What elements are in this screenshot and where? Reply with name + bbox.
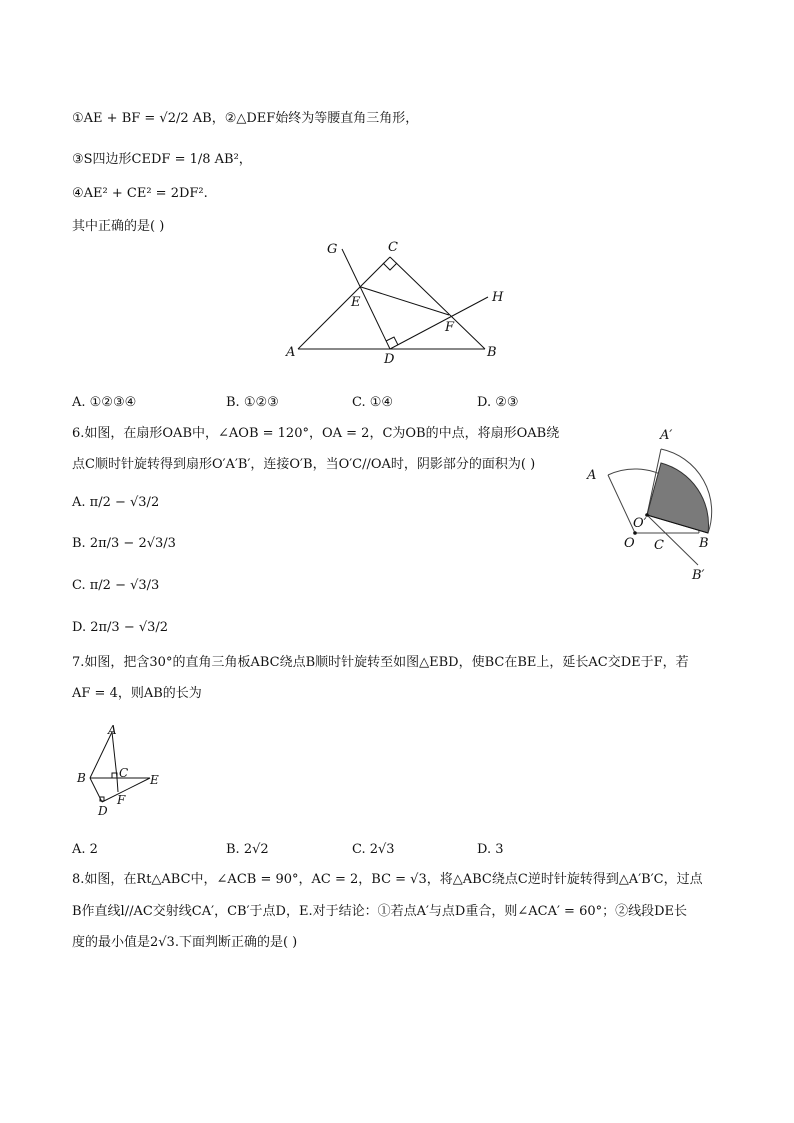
q6-option-c[interactable]: C. π/2 − √3/3 bbox=[72, 578, 160, 593]
q6-option-a[interactable]: A. π/2 − √3/2 bbox=[72, 495, 160, 510]
q6-label-o1: O′ bbox=[633, 516, 647, 531]
q5-label-c: C bbox=[388, 240, 398, 255]
q7-segment-de bbox=[102, 778, 150, 802]
q7-line-1: 7.如图，把含30°的直角三角板ABC绕点B顺时针旋转至如图△EBD，使BC在BE上，延长AC交DE于F，若 bbox=[72, 655, 689, 670]
q8-line-2: B作直线l//AC交射线CA′，CB′于点D，E.对于结论：①若点A′与点D重合，则∠ACA′ = 60°；②线段DE长 bbox=[72, 904, 688, 919]
q5-statement-1 bbox=[72, 110, 418, 128]
q6-radius-oa bbox=[608, 475, 635, 533]
q5-label-d: D bbox=[384, 352, 395, 367]
q7-label-b: B bbox=[77, 771, 86, 785]
q6-label-b: B bbox=[699, 536, 709, 551]
q7-label-c: C bbox=[119, 766, 129, 780]
q6-figure bbox=[580, 425, 730, 585]
q7-option-d[interactable]: D. 3 bbox=[477, 842, 504, 857]
q5-label-f: F bbox=[445, 320, 455, 335]
q5-label-h: H bbox=[492, 290, 504, 305]
q5-option-b[interactable]: B. ①②③ bbox=[226, 395, 279, 410]
q5-segment-cb bbox=[390, 257, 485, 349]
q5-prompt bbox=[72, 218, 164, 236]
q5-label-a: A bbox=[286, 345, 296, 360]
q6-point-o bbox=[633, 531, 637, 535]
q6-label-o: O bbox=[624, 536, 635, 551]
q7-option-c[interactable]: C. 2√3 bbox=[352, 842, 395, 857]
q7-figure bbox=[72, 720, 172, 825]
q5-label-g: G bbox=[327, 242, 338, 257]
q5-statement-4 bbox=[72, 185, 208, 203]
q7-label-a: A bbox=[108, 723, 117, 737]
q5-segment-ac bbox=[298, 257, 390, 349]
q6-label-a1: A′ bbox=[660, 428, 673, 443]
q6-option-d[interactable]: D. 2π/3 − √3/2 bbox=[72, 620, 169, 635]
q6-label-b1: B′ bbox=[692, 568, 705, 583]
q6-label-a: A bbox=[587, 468, 597, 483]
q6-line-2: 点C顺时针旋转得到扇形O′A′B′，连接O′B，当O′C//OA时，阴影部分的面积为( ) bbox=[72, 457, 536, 472]
q5-option-c[interactable]: C. ①④ bbox=[352, 395, 394, 410]
q5-option-d[interactable]: D. ②③ bbox=[477, 395, 519, 410]
q7-label-f: F bbox=[117, 793, 126, 807]
q7-label-d: D bbox=[98, 804, 108, 818]
q7-option-a[interactable]: A. 2 bbox=[72, 842, 98, 857]
q7-segment-ab bbox=[90, 732, 112, 778]
q8-line-1: 8.如图，在Rt△ABC中，∠ACB = 90°，AC = 2，BC = √3，将△ABC绕点C逆时针旋转得到△A′B′C，过点 bbox=[72, 872, 703, 887]
q6-option-b[interactable]: B. 2π/3 − 2√3/3 bbox=[72, 536, 176, 551]
q5-figure bbox=[280, 235, 520, 370]
q5-statement-3 bbox=[72, 151, 252, 169]
q5-prompt-text: 其中正确的是( ) bbox=[72, 219, 165, 234]
q5-label-b: B bbox=[487, 345, 497, 360]
q6-label-c: C bbox=[654, 538, 664, 553]
q5-option-a[interactable]: A. ①②③④ bbox=[72, 395, 137, 410]
q7-option-b[interactable]: B. 2√2 bbox=[226, 842, 269, 857]
q7-line-2: AF = 4，则AB的长为 bbox=[72, 686, 202, 701]
q5-label-e: E bbox=[351, 295, 361, 310]
q5-statement-3-text: ③S四边形CEDF = 1/8 AB²， bbox=[72, 152, 252, 167]
q8-line-3: 度的最小值是2√3.下面判断正确的是( ) bbox=[72, 935, 298, 950]
q7-segment-cf bbox=[117, 778, 118, 792]
q5-statement-1-text: ①AE + BF = √2/2 AB，②△DEF始终为等腰直角三角形， bbox=[72, 111, 419, 126]
q7-label-e: E bbox=[150, 773, 159, 787]
q5-right-angle-c bbox=[383, 263, 397, 270]
q6-line-1: 6.如图，在扇形OAB中，∠AOB = 120°，OA = 2，C为OB的中点，将扇形OAB绕 bbox=[72, 426, 560, 441]
q7-segment-ac bbox=[112, 732, 117, 778]
q5-statement-4-text: ④AE² + CE² = 2DF². bbox=[72, 186, 208, 201]
